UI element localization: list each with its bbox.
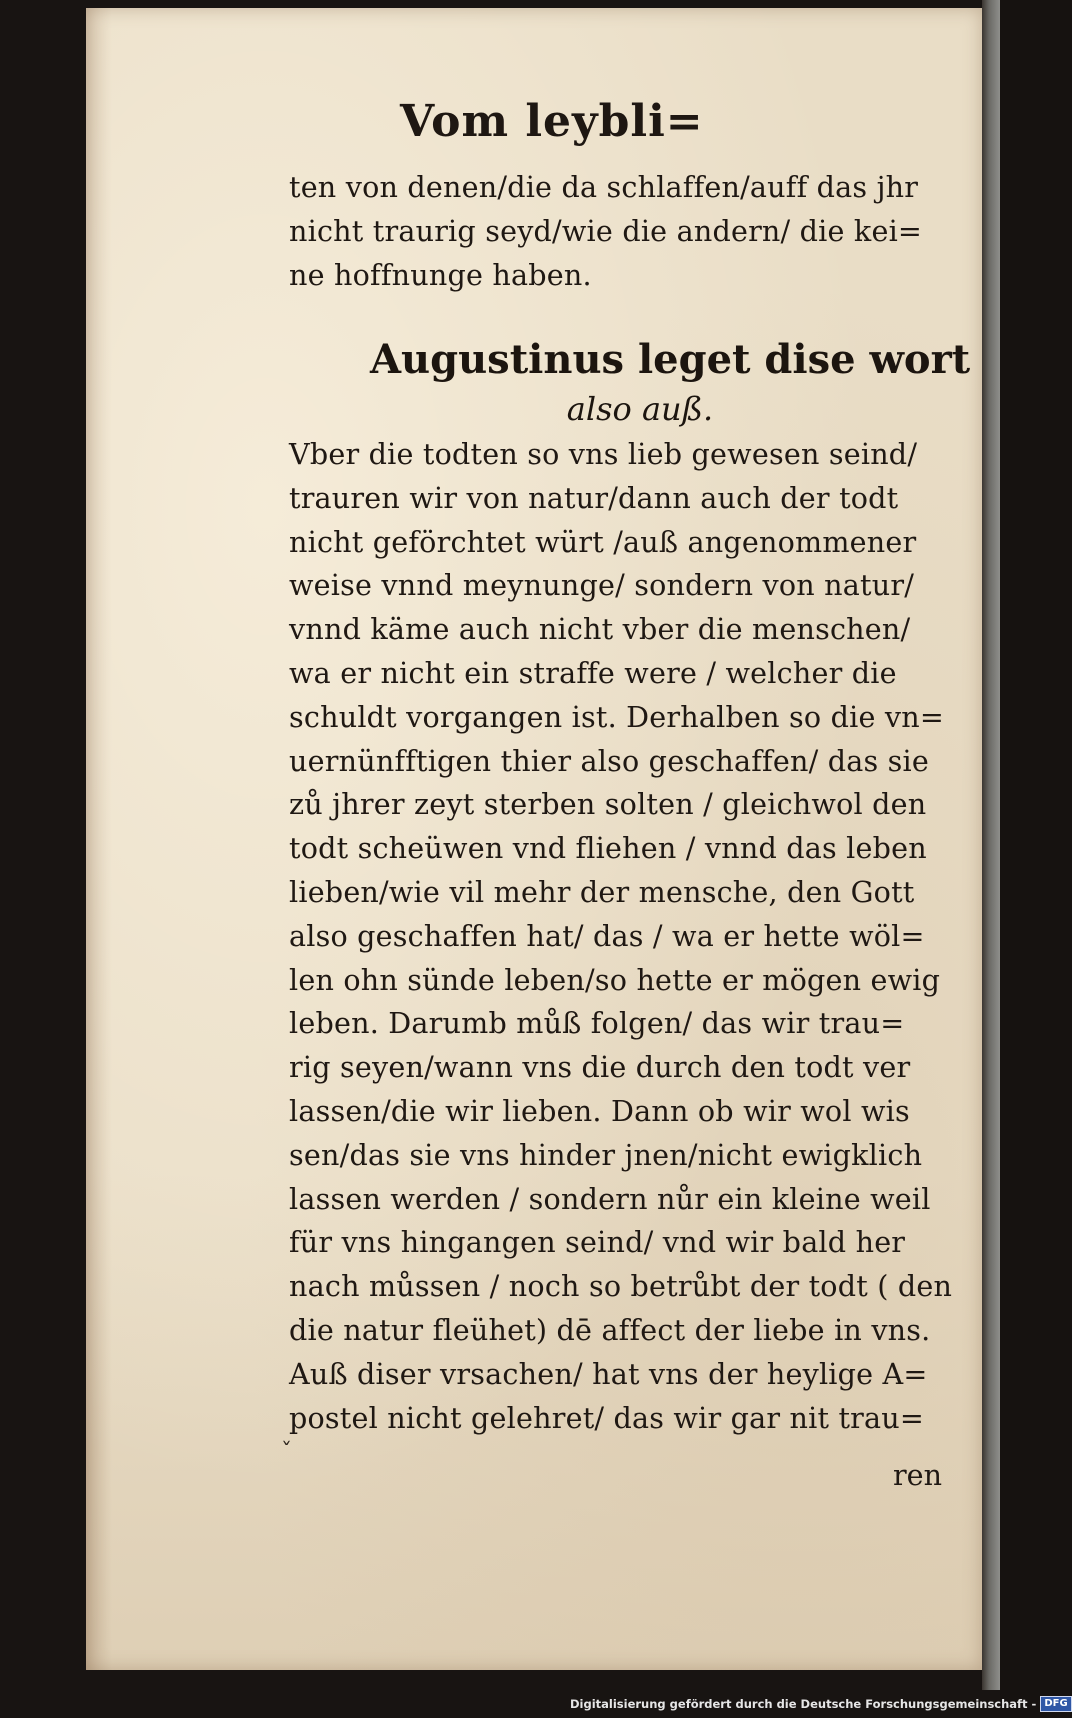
credit-text: Digitalisierung gefördert durch die Deutsche Forschungsgemeinschaft - [570, 1697, 1037, 1711]
text-line: nicht traurig seyd/wie die andern/ die kei= [289, 213, 923, 248]
section-heading-line-2: also auß. [566, 390, 714, 428]
text-line: postel nicht gelehret/ das wir gar nit trau= [289, 1400, 925, 1435]
text-line: sen/das sie vns hinder jnen/nicht ewigklich [289, 1137, 923, 1172]
text-line: zů jhrer zeyt sterben solten / gleichwol den [289, 787, 927, 822]
section-heading [370, 334, 971, 432]
text-line: Vber die todten so vns lieb gewesen seind/ [289, 437, 918, 471]
text-line: rig seyen/wann vns die durch den todt ver [289, 1050, 911, 1085]
text-line: nicht geförchtet würt /auß angenommener [289, 524, 917, 559]
text-line: wa er nicht ein straffe were / welcher die [289, 655, 897, 690]
text-line: lassen/die wir lieben. Dann ob wir wol wis [289, 1093, 910, 1128]
scan-edge-strip [982, 0, 1000, 1690]
text-line: len ohn sünde leben/so hette er mögen ewig [289, 962, 941, 997]
text-line: lieben/wie vil mehr der mensche, den Gott [289, 874, 915, 909]
text-line: also geschaffen hat/ das / wa er hette wöl= [289, 918, 925, 953]
text-line: weise vnnd meynunge/ sondern von natur/ [289, 568, 915, 603]
catchword: ren [893, 1458, 943, 1492]
text-line: trauren wir von natur/dann auch der todt [289, 480, 899, 515]
digitization-credit [570, 1696, 1072, 1712]
signature-mark: ˇ [281, 1440, 292, 1465]
text-line: uernünfftigen thier also geschaffen/ das sie [289, 743, 929, 778]
text-block-intro [289, 166, 969, 297]
dfg-logo: DFG [1040, 1696, 1071, 1712]
text-line: schuldt vorgangen ist. Derhalben so die vn= [289, 699, 944, 734]
text-line: Auß diser vrsachen/ hat vns der heylige A= [289, 1356, 928, 1391]
text-line: nach můssen / noch so betrůbt der todt ( den [289, 1269, 953, 1304]
text-line: die natur fleühet) dē affect der liebe in vns. [289, 1312, 931, 1347]
running-head: Vom leybli= [400, 96, 704, 147]
text-block-main [289, 433, 969, 1440]
text-line: leben. Darumb můß folgen/ das wir trau= [289, 1006, 905, 1041]
text-line: ten von denen/die da schlaffen/auff das jhr [289, 170, 919, 204]
section-heading-line-1: Augustinus leget dise wort [370, 336, 971, 383]
text-line: ne hoffnunge haben. [289, 257, 592, 292]
text-line: vnnd käme auch nicht vber die menschen/ [289, 612, 911, 647]
text-line: lassen werden / sondern nůr ein kleine weil [289, 1181, 931, 1216]
text-line: für vns hingangen seind/ vnd wir bald her [289, 1225, 906, 1260]
text-line: todt scheüwen vnd fliehen / vnnd das leben [289, 831, 927, 866]
